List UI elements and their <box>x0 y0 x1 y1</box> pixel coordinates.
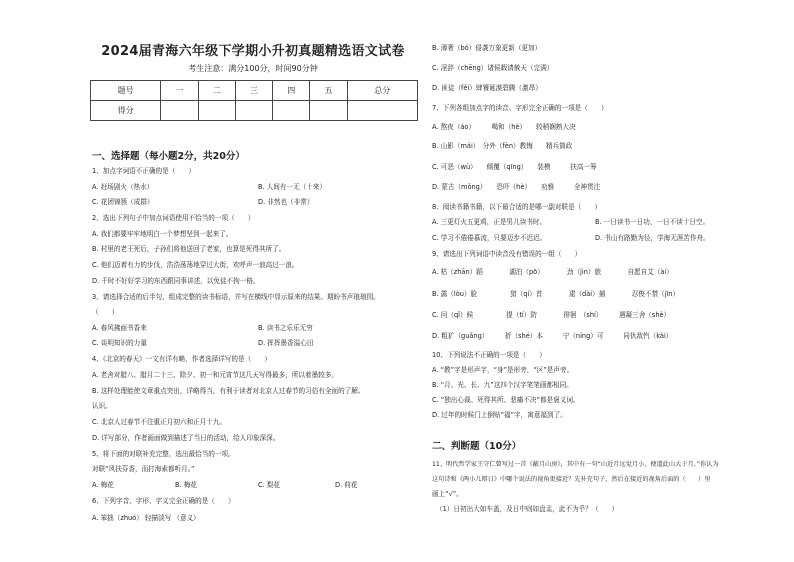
exam-note: 考生注意：满分100分，时间90分钟 <box>188 64 318 73</box>
option: C. 北京人过春节不注重正月初六和正月十九。 <box>92 418 227 426</box>
option: C. “独出心裁、死得其所、悲痛不决”都是褒义词。 <box>432 396 580 404</box>
option: B. 薄奢（bó）侵袭万象更新（更加） <box>432 44 542 52</box>
score-input-cell[interactable] <box>198 101 235 121</box>
question-line: 这句诗和《两小儿辩日》中哪个说法的视角更接近？先补充句子，然后在接近的视角后面的（ ）里 <box>432 476 711 483</box>
question-line: 9、请选出下列词语中读音没有错误的一组（ ） <box>432 250 582 258</box>
option: A. 春风拂面书香来 <box>92 324 147 332</box>
option: B. 村里的老王死后，子孙们将他送回了老家，也算是死得其所了。 <box>92 245 286 253</box>
option: B. 一日读书一日功，一日不读十日空。 <box>595 218 710 226</box>
section1-heading: 一、选择题（每小题2分，共20分） <box>92 151 245 162</box>
option: A. 枯（zhān）蹈 湖泊（pō） 劲（jìn）旅 自愿自艾（ài） <box>432 268 673 276</box>
score-cell: 得分 <box>91 101 161 121</box>
option: A. 梅花 <box>92 481 114 489</box>
option: B. 露（lòu）脸 猎（qí）首 逮（dài）捕 忍俊不禁（jīn） <box>432 290 680 298</box>
question-line: 4、《北京的春天》一文有详有略，作者选择详写的是（ ） <box>92 355 271 363</box>
option: B. 读书之乐乐无穷 <box>258 324 313 332</box>
option: A. 三更灯火五更鸡，正是男儿读书时。 <box>432 218 547 226</box>
option: B. “月、光、长、九”这四个汉字笔笔画都相同。 <box>432 381 573 389</box>
option: A. 我们都要牢牢地明白一个梦想坚到一起来了。 <box>92 230 233 238</box>
score-cell: 四 <box>273 81 310 101</box>
question-line: 11、明代哲学家王守仁曾写过一首《蔽月山房》，其中有一句“山近月远觉月小，便道此山大于月。”你认为 <box>432 461 719 468</box>
question-line: 8、阅读书籍书籍，以下最合适的是哪一副对联是（ ） <box>432 203 602 211</box>
question-line: 对联“风扶芬香，而打海素都听月。” <box>92 465 195 473</box>
option: C. 梨花 <box>258 481 280 489</box>
question-line: 10、下列说法不正确的一项是（ ） <box>432 351 546 359</box>
option: C. 花团锦簇（成群） <box>92 198 154 206</box>
option: D. 匪徒（fěi）肆饕诞漠碧腾（激昂） <box>432 84 542 92</box>
option: D. 荷花 <box>335 481 358 489</box>
question-line: 5、将下面的对联补充完整，选出最恰当的一项。 <box>92 450 235 458</box>
option: D. 过年的时候门上倒贴“福”字，寓意福到了。 <box>432 411 567 419</box>
option: C. 学习不倦倦慕流，只要迈步不迟迟。 <box>432 234 547 242</box>
option: A. 熬夜（áo） 喝和（hè） 较稍娴熟大决 <box>432 123 576 131</box>
option: A. 笨拙（zhuó） 轻描淡写 （意义） <box>92 514 200 522</box>
score-cell: 五 <box>310 81 347 101</box>
question-line: 6、下列字音、字形、字义完全正确的是（ ） <box>92 497 235 505</box>
exam-title: 2024届青海六年级下学期小升初真题精选语文试卷 <box>101 44 405 59</box>
option: D. 书山有路勤为径，学海无涯苦作舟。 <box>595 234 710 242</box>
option: D. 蒙古（mǒng） 恐吓（hè） 劝雅 全神贯注 <box>432 183 601 191</box>
score-input-cell[interactable] <box>347 101 417 121</box>
option: D. 粗犷（guǎng） 折（shé）本 宁（níng）可 同仇敌忾（kài） <box>432 332 673 340</box>
score-cell: 总分 <box>347 81 417 101</box>
score-input-cell[interactable] <box>235 101 272 121</box>
option: C. 他们迈着有力的步伐，浩浩荡荡地穿过大街，欢呼声一浪高过一浪。 <box>92 261 299 269</box>
sub-question: （1）日初出大如车盖，及日中则如盘盂，此不为乎？（ ） <box>436 505 619 513</box>
score-table-header-row <box>91 81 418 101</box>
option: D. 千时不好好学习的东西跟同事讲述，以免徒不拘一格。 <box>92 277 260 285</box>
option: A. 赶场剧火（热水） <box>92 183 154 191</box>
option: D. 非然也（非常） <box>258 198 314 206</box>
option: C. 谈明知识的力量 <box>92 339 147 347</box>
score-cell: 题号 <box>91 81 161 101</box>
score-cell: 一 <box>161 81 198 101</box>
option: C. 淫辞（chēng）诸侯载请赦天（完满） <box>432 64 554 72</box>
score-table-score-row <box>91 101 418 121</box>
option: A. 老舍对腊八、腊月二十三、除夕、初一和元宵节这几天写得最多，所以着墨较多。 <box>92 371 338 379</box>
question-line: 2、选出下列句子中加点词语使用不恰当的一项（ ） <box>92 214 255 222</box>
option: B. 人间有一无（十来） <box>258 183 327 191</box>
option: C. 问（qǐ）候 提（tí）防 徘徊 （shí） 遇凝三舍（shè） <box>432 311 671 319</box>
question-line: 画上“√”。 <box>432 490 463 498</box>
option: A. “教”字是形声字，“身”是形旁，“区”是声旁。 <box>432 366 574 374</box>
option: C. 可恶（wù） 倾覆（qīng） 装模 扶高一筹 <box>432 163 597 171</box>
question-line: 7、下列各组加点字的读音、字形完全正确的一项是（ ） <box>432 104 608 112</box>
score-cell: 三 <box>235 81 272 101</box>
option-continued: 认识。 <box>92 402 112 410</box>
question-line: 3、请选择合适的后半句，组成完整的读书标语，并写在横线中显示原来的结果。期盼书声琅琅园。 <box>92 293 380 301</box>
score-cell: 二 <box>198 81 235 101</box>
section2-heading: 二、判断题（10分） <box>432 441 522 452</box>
score-input-cell[interactable] <box>273 101 310 121</box>
answer-blank: （ ） <box>92 308 119 316</box>
score-table <box>90 80 418 121</box>
option: B. 山影（mái） 分外（fèn）教悔 精兵简政 <box>432 142 573 150</box>
option: D. 挥挥墨香溢心田 <box>258 339 314 347</box>
question-line: 1、加点字词语不正确的是（ ） <box>92 167 196 175</box>
score-input-cell[interactable] <box>310 101 347 121</box>
score-input-cell[interactable] <box>161 101 198 121</box>
option: D. 详写部分，作者画面做到描述了当日的活动，给人印象深深。 <box>92 434 280 442</box>
option: B. 梅花 <box>175 481 197 489</box>
option: B. 这样处理能使文章重点突出，详略得当，有利于读者对北京人过春节的习俗有全面的了解。 <box>92 387 365 395</box>
